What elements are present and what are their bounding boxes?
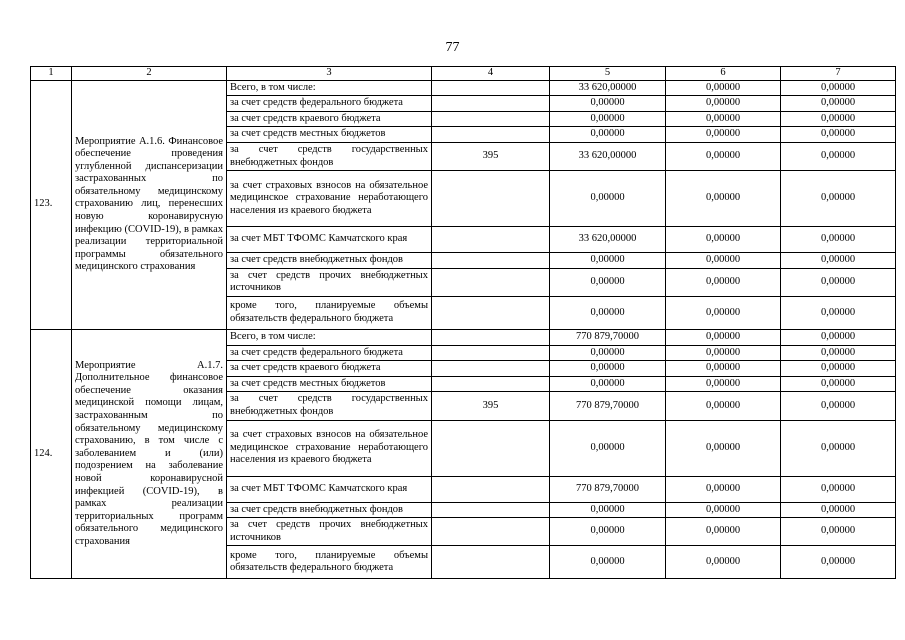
table-row xyxy=(31,80,896,96)
value-col5: 770 879,70000 xyxy=(550,329,666,345)
value-col7: 0,00000 xyxy=(781,476,896,502)
funding-source: за счет средств краевого бюджета xyxy=(227,361,432,377)
budget-code xyxy=(432,420,550,476)
value-col6: 0,00000 xyxy=(666,518,781,546)
value-col5: 0,00000 xyxy=(550,111,666,127)
budget-code xyxy=(432,127,550,143)
row-number: 123. xyxy=(31,80,72,329)
budget-code xyxy=(432,96,550,112)
value-col7: 0,00000 xyxy=(781,227,896,253)
value-col7: 0,00000 xyxy=(781,142,896,170)
column-header: 7 xyxy=(781,67,896,81)
funding-source: за счет МБТ ТФОМС Камчатского края xyxy=(227,227,432,253)
value-col6: 0,00000 xyxy=(666,80,781,96)
value-col7: 0,00000 xyxy=(781,268,896,296)
value-col5: 0,00000 xyxy=(550,268,666,296)
column-header: 2 xyxy=(72,67,227,81)
table-body xyxy=(31,80,896,579)
funding-source: за счет средств прочих внебюджетных источников xyxy=(227,518,432,546)
value-col6: 0,00000 xyxy=(666,420,781,476)
budget-code xyxy=(432,111,550,127)
value-col5: 0,00000 xyxy=(550,546,666,579)
funding-source: Всего, в том числе: xyxy=(227,80,432,96)
budget-code xyxy=(432,171,550,227)
value-col6: 0,00000 xyxy=(666,361,781,377)
value-col6: 0,00000 xyxy=(666,502,781,518)
budget-code xyxy=(432,502,550,518)
budget-code: 395 xyxy=(432,142,550,170)
budget-code: 395 xyxy=(432,392,550,420)
budget-code xyxy=(432,80,550,96)
budget-code xyxy=(432,518,550,546)
value-col6: 0,00000 xyxy=(666,142,781,170)
column-header: 5 xyxy=(550,67,666,81)
value-col7: 0,00000 xyxy=(781,518,896,546)
column-header: 6 xyxy=(666,67,781,81)
value-col7: 0,00000 xyxy=(781,361,896,377)
row-number: 124. xyxy=(31,329,72,578)
value-col7: 0,00000 xyxy=(781,296,896,329)
value-col6: 0,00000 xyxy=(666,227,781,253)
value-col7: 0,00000 xyxy=(781,111,896,127)
value-col6: 0,00000 xyxy=(666,476,781,502)
value-col7: 0,00000 xyxy=(781,376,896,392)
table-row xyxy=(31,329,896,345)
value-col6: 0,00000 xyxy=(666,268,781,296)
value-col5: 0,00000 xyxy=(550,518,666,546)
budget-code xyxy=(432,268,550,296)
budget-code xyxy=(432,296,550,329)
value-col7: 0,00000 xyxy=(781,96,896,112)
column-header: 3 xyxy=(227,67,432,81)
value-col5: 33 620,00000 xyxy=(550,80,666,96)
column-header: 1 xyxy=(31,67,72,81)
value-col6: 0,00000 xyxy=(666,127,781,143)
value-col7: 0,00000 xyxy=(781,80,896,96)
funding-source: за счет страховых взносов на обязательное медицинское страхование неработающего населения из краевого бюджета xyxy=(227,420,432,476)
value-col5: 770 879,70000 xyxy=(550,476,666,502)
value-col5: 0,00000 xyxy=(550,376,666,392)
funding-source: за счет средств внебюджетных фондов xyxy=(227,502,432,518)
funding-source: за счет средств государственных внебюджетных фондов xyxy=(227,392,432,420)
value-col7: 0,00000 xyxy=(781,171,896,227)
value-col6: 0,00000 xyxy=(666,376,781,392)
value-col5: 0,00000 xyxy=(550,96,666,112)
budget-code xyxy=(432,329,550,345)
funding-source: за счет страховых взносов на обязательное медицинское страхование неработающего населения из краевого бюджета xyxy=(227,171,432,227)
funding-source: за счет средств федерального бюджета xyxy=(227,96,432,112)
value-col6: 0,00000 xyxy=(666,329,781,345)
event-description: Мероприятие А.1.6. Финансовое обеспечение проведения углубленной диспансеризации застрахованных по обязательному медицинскому страхованию лиц, перенесших новую коронавирусную инфекцию (COVID-19), в рамках реализации территориальной программы обязательного медицинского страхования xyxy=(72,80,227,329)
value-col6: 0,00000 xyxy=(666,296,781,329)
funding-source: за счет средств местных бюджетов xyxy=(227,376,432,392)
value-col5: 0,00000 xyxy=(550,127,666,143)
funding-source: кроме того, планируемые объемы обязательств федерального бюджета xyxy=(227,546,432,579)
value-col6: 0,00000 xyxy=(666,111,781,127)
value-col5: 33 620,00000 xyxy=(550,142,666,170)
value-col6: 0,00000 xyxy=(666,392,781,420)
value-col6: 0,00000 xyxy=(666,96,781,112)
value-col5: 0,00000 xyxy=(550,420,666,476)
value-col7: 0,00000 xyxy=(781,253,896,269)
funding-source: за счет МБТ ТФОМС Камчатского края xyxy=(227,476,432,502)
value-col5: 0,00000 xyxy=(550,253,666,269)
column-header: 4 xyxy=(432,67,550,81)
budget-code xyxy=(432,376,550,392)
value-col7: 0,00000 xyxy=(781,420,896,476)
budget-code xyxy=(432,546,550,579)
value-col5: 0,00000 xyxy=(550,296,666,329)
event-description: Мероприятие А.1.7. Дополнительное финансовое обеспечение оказания медицинской помощи лицам, застрахованным по обязательному медицинскому страхованию, в том числе с заболеванием и (или) подозрением на заболевание новой коронавирусной инфекцией (COVID-19), в рамках реализации территориальных программ обязательного медицинского страхования xyxy=(72,329,227,578)
funding-source: за счет средств внебюджетных фондов xyxy=(227,253,432,269)
value-col5: 0,00000 xyxy=(550,171,666,227)
budget-code xyxy=(432,476,550,502)
value-col6: 0,00000 xyxy=(666,546,781,579)
budget-code xyxy=(432,345,550,361)
value-col7: 0,00000 xyxy=(781,546,896,579)
page-number: 77 xyxy=(445,40,460,55)
budget-code xyxy=(432,227,550,253)
funding-source: кроме того, планируемые объемы обязательств федерального бюджета xyxy=(227,296,432,329)
funding-source: за счет средств местных бюджетов xyxy=(227,127,432,143)
funding-source: за счет средств краевого бюджета xyxy=(227,111,432,127)
column-number-row xyxy=(31,67,896,81)
value-col7: 0,00000 xyxy=(781,392,896,420)
funding-source: за счет средств федерального бюджета xyxy=(227,345,432,361)
value-col5: 0,00000 xyxy=(550,502,666,518)
value-col5: 770 879,70000 xyxy=(550,392,666,420)
value-col5: 0,00000 xyxy=(550,361,666,377)
value-col6: 0,00000 xyxy=(666,171,781,227)
value-col7: 0,00000 xyxy=(781,345,896,361)
value-col7: 0,00000 xyxy=(781,329,896,345)
funding-source: за счет средств государственных внебюджетных фондов xyxy=(227,142,432,170)
budget-table xyxy=(30,66,896,579)
budget-code xyxy=(432,253,550,269)
value-col6: 0,00000 xyxy=(666,253,781,269)
value-col6: 0,00000 xyxy=(666,345,781,361)
funding-source: за счет средств прочих внебюджетных источников xyxy=(227,268,432,296)
value-col7: 0,00000 xyxy=(781,502,896,518)
value-col5: 0,00000 xyxy=(550,345,666,361)
value-col5: 33 620,00000 xyxy=(550,227,666,253)
budget-code xyxy=(432,361,550,377)
value-col7: 0,00000 xyxy=(781,127,896,143)
funding-source: Всего, в том числе: xyxy=(227,329,432,345)
